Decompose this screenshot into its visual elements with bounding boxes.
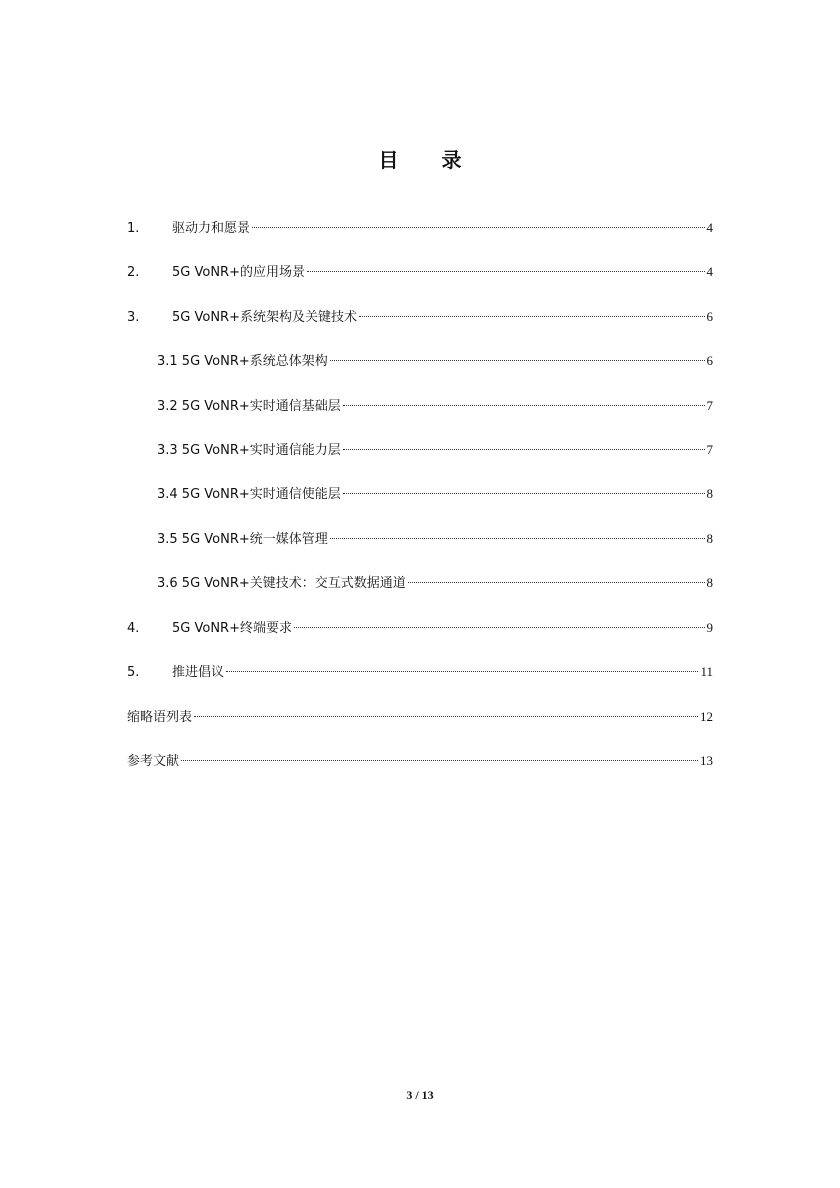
toc-leader	[359, 316, 705, 317]
toc-page-number: 12	[700, 709, 713, 724]
toc-page-number: 6	[706, 309, 713, 324]
toc-entry-abbreviations[interactable]	[127, 705, 713, 729]
toc-text: 驱动力和愿景	[172, 221, 251, 236]
toc-entry-references[interactable]	[127, 749, 713, 773]
toc-page-number: 8	[706, 575, 713, 590]
toc-number: 1.	[127, 221, 140, 236]
toc-entry-2[interactable]	[127, 260, 713, 284]
toc-leader	[181, 760, 698, 761]
toc-leader	[343, 405, 705, 406]
toc-page-number: 13	[700, 753, 713, 768]
toc-text: 3.6 5G VoNR+关键技术：交互式数据通道	[157, 576, 406, 591]
toc-number: 3.	[127, 310, 140, 325]
toc-text: 3.5 5G VoNR+统一媒体管理	[157, 532, 328, 547]
toc-text: 3.2 5G VoNR+实时通信基础层	[157, 399, 341, 414]
toc-entry-3-4[interactable]	[157, 482, 713, 506]
toc-entry-3-5[interactable]	[157, 527, 713, 551]
toc-number: 5.	[127, 665, 140, 680]
toc-number: 4.	[127, 621, 140, 636]
page-footer: 3 / 13	[406, 1088, 434, 1102]
toc-entry-4[interactable]	[127, 616, 713, 640]
toc-title: 目 录	[378, 148, 480, 172]
toc-entry-3-6[interactable]	[157, 571, 713, 595]
toc-page-number: 7	[706, 398, 713, 413]
toc-page-number: 4	[706, 220, 713, 235]
toc-entry-3[interactable]	[127, 305, 713, 329]
toc-leader	[343, 493, 705, 494]
toc-page-number: 7	[706, 442, 713, 457]
toc-leader	[307, 271, 705, 272]
toc-page-number: 11	[700, 664, 713, 679]
toc-text: 3.4 5G VoNR+实时通信使能层	[157, 487, 341, 502]
toc-text: 5G VoNR+的应用场景	[172, 265, 305, 280]
toc-leader	[330, 360, 705, 361]
toc-text: 5G VoNR+终端要求	[172, 621, 292, 636]
toc-text: 5G VoNR+系统架构及关键技术	[172, 310, 357, 325]
toc-number: 2.	[127, 265, 140, 280]
toc-text: 3.3 5G VoNR+实时通信能力层	[157, 443, 341, 458]
toc-entry-5[interactable]	[127, 660, 713, 684]
toc-leader	[343, 449, 705, 450]
toc-entry-3-2[interactable]	[157, 394, 713, 418]
toc-leader	[226, 671, 698, 672]
toc-text: 缩略语列表	[127, 710, 193, 725]
toc-leader	[294, 627, 705, 628]
toc-text: 3.1 5G VoNR+系统总体架构	[157, 354, 328, 369]
toc-page-number: 8	[706, 486, 713, 501]
toc-text: 参考文献	[127, 754, 180, 769]
toc-page-number: 9	[706, 620, 713, 635]
toc-leader	[408, 582, 705, 583]
toc-entry-1[interactable]	[127, 216, 713, 240]
toc-entry-3-1[interactable]	[157, 349, 713, 373]
toc-page-number: 8	[706, 531, 713, 546]
toc-text: 推进倡议	[172, 665, 225, 680]
toc-leader	[252, 227, 704, 228]
toc-page-number: 6	[706, 353, 713, 368]
toc-page-number: 4	[706, 264, 713, 279]
toc-leader	[194, 716, 698, 717]
toc-entry-3-3[interactable]	[157, 438, 713, 462]
toc-leader	[330, 538, 705, 539]
